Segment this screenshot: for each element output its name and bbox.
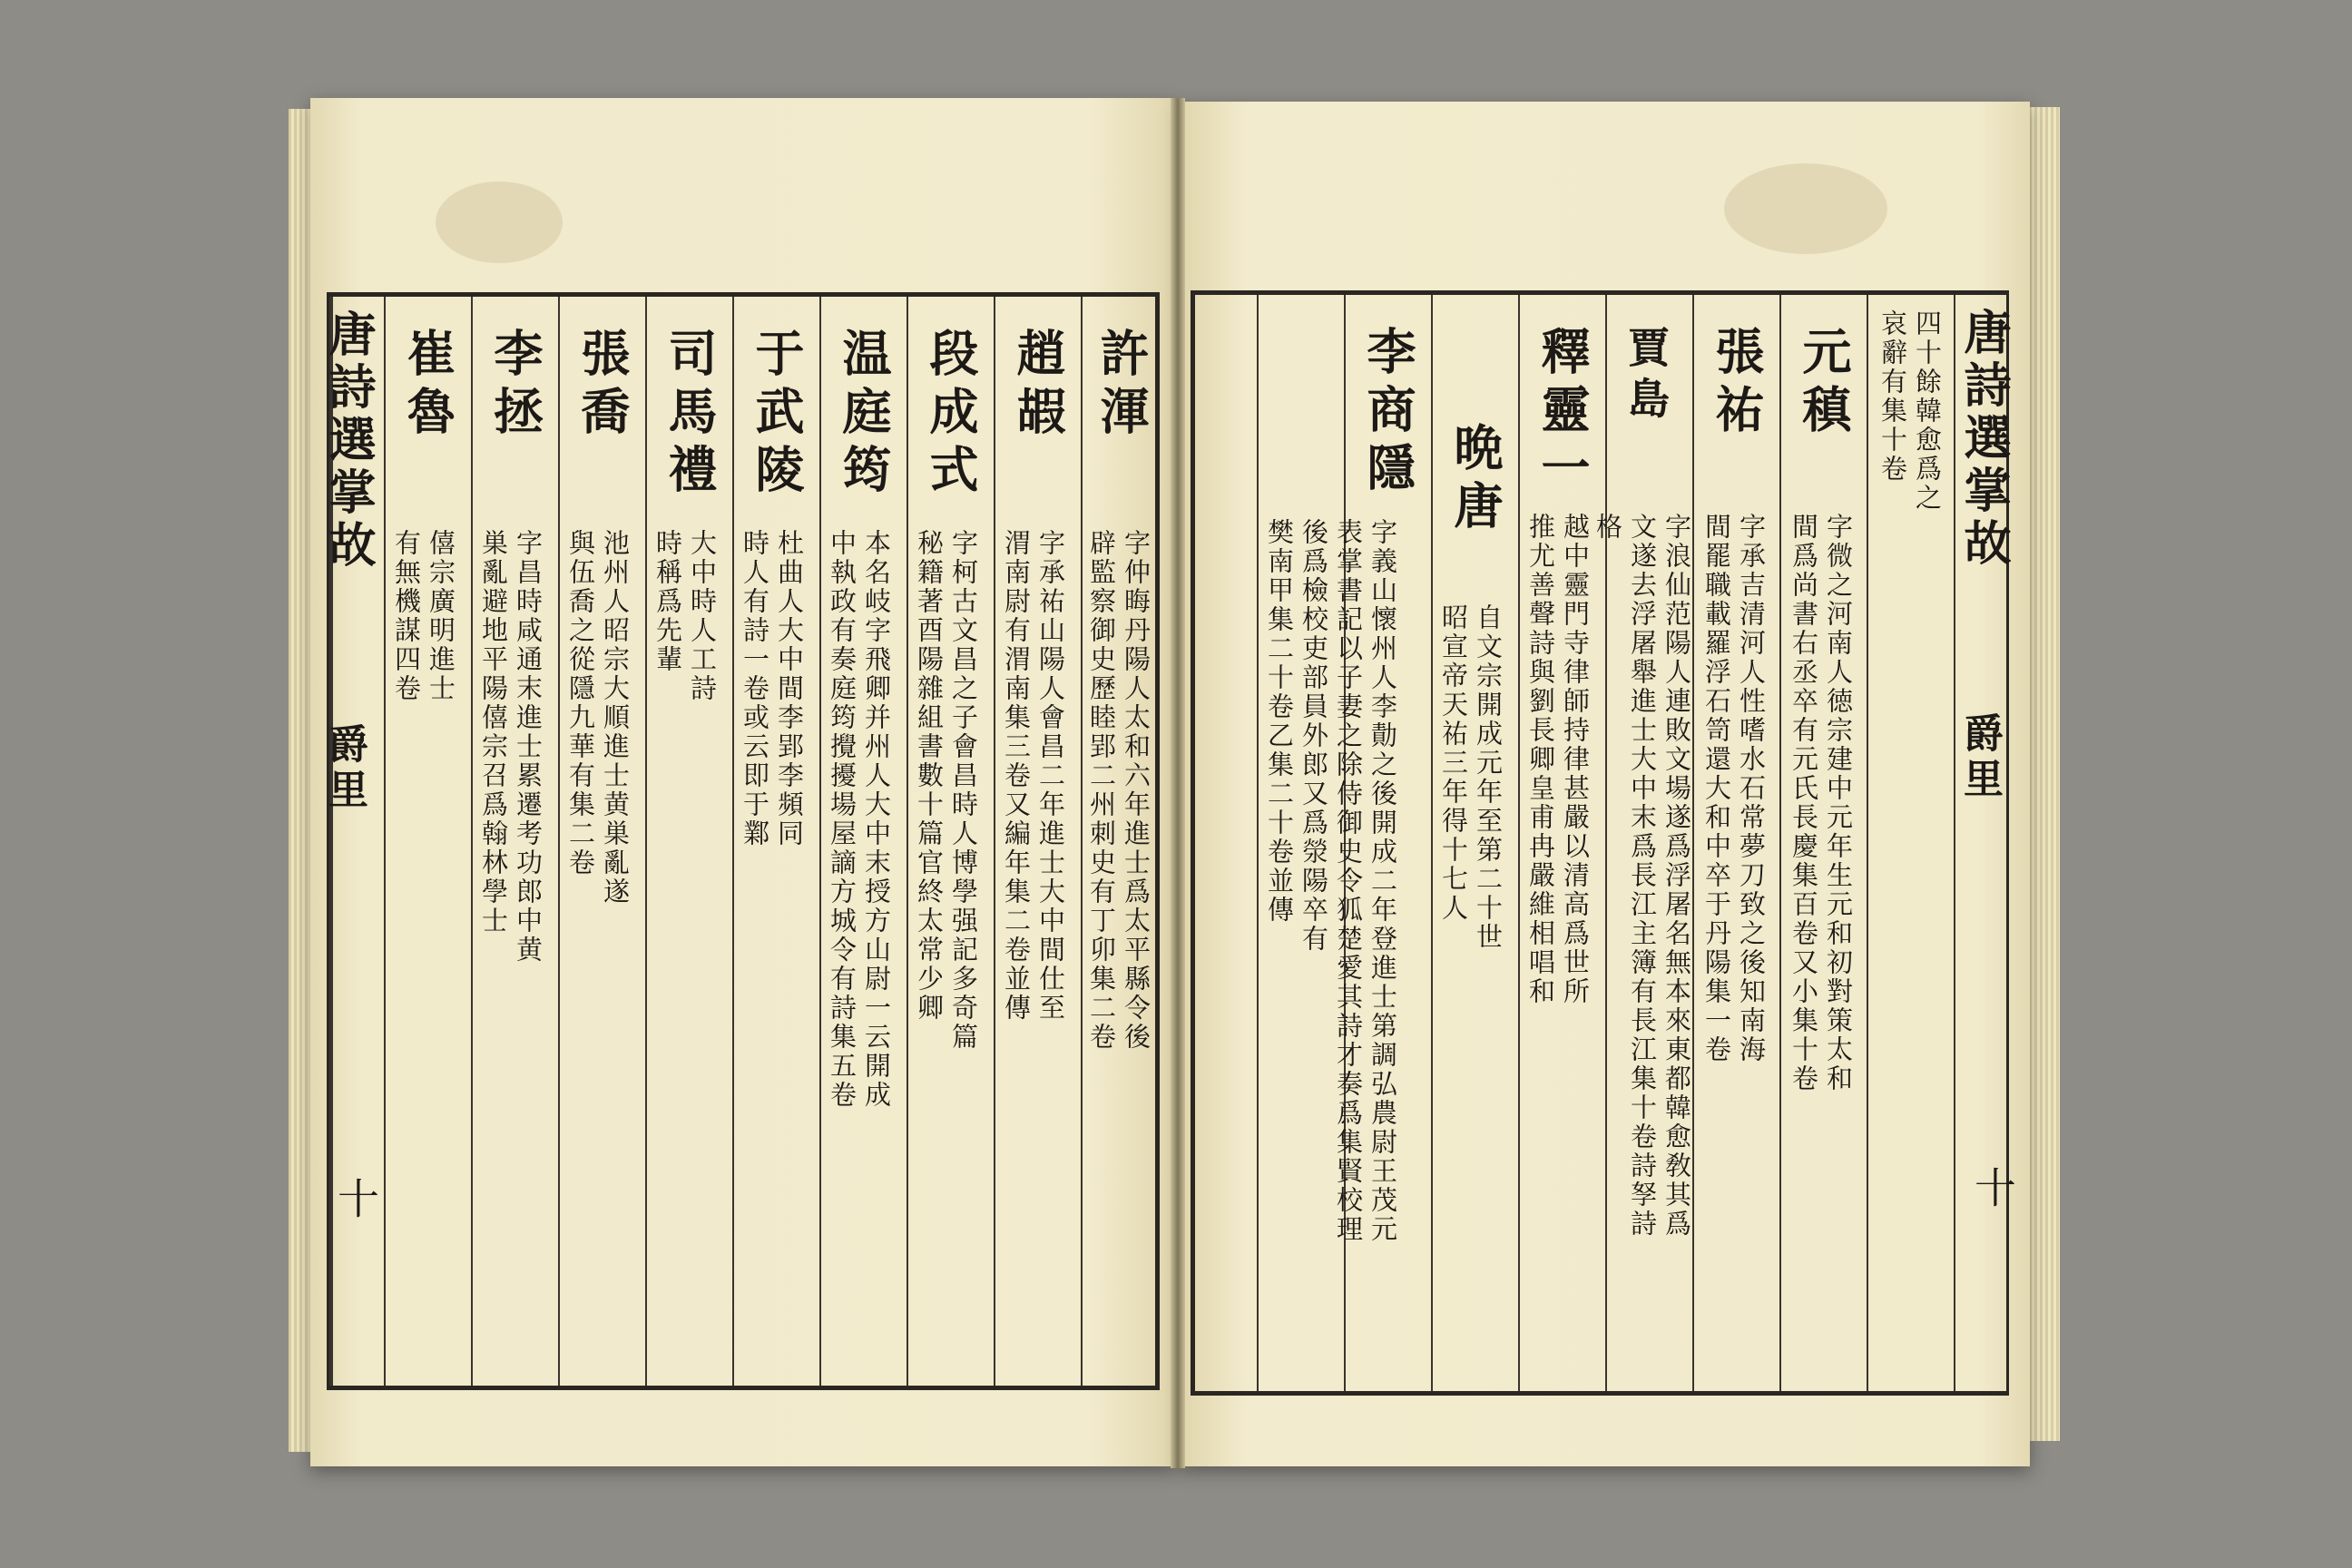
note-line: 四十餘韓愈爲之	[1912, 309, 1943, 513]
note-line: 哀辭有集十卷	[1877, 309, 1908, 484]
column-rule	[645, 297, 647, 1386]
left-text-frame	[320, 292, 1160, 1390]
note-line: 本名岐字飛卿并州人大中末授方山尉一云開成	[861, 529, 892, 1110]
note-line: 大中時人工詩	[687, 529, 718, 703]
entry-notes	[391, 529, 456, 703]
entry-name: 趙嘏	[1009, 328, 1067, 444]
note-line: 間罷職載羅浮石笥還大和中卒于丹陽集一卷	[1701, 513, 1732, 1064]
entry-name: 賈島	[1622, 326, 1671, 427]
note-line: 格	[1592, 513, 1623, 542]
column-rule	[732, 297, 734, 1386]
entry-name: 于武陵	[748, 328, 806, 502]
column-rule	[1692, 295, 1694, 1391]
note-line: 字仲晦丹陽人太和六年進士爲太平縣令後	[1121, 529, 1152, 1052]
note-line: 表掌書記以子妻之除侍御史令狐楚愛其詩才奏爲集賢校理	[1333, 518, 1364, 1244]
page-edges-left	[289, 109, 312, 1452]
note-line: 間爲尚書右丞卒有元氏長慶集百卷又小集十卷	[1788, 513, 1819, 1093]
note-line: 時人有詩一卷或云即于鄴	[740, 529, 770, 848]
note-line: 後爲檢校吏部員外郎又爲滎陽卒有	[1298, 518, 1329, 954]
note-line: 字柯古文昌之子會昌時人博學强記多奇篇	[948, 529, 979, 1052]
right-banxin-section: 爵里	[1956, 712, 2003, 803]
entry-notes	[478, 529, 544, 965]
book-gutter	[1171, 98, 1185, 1468]
note-line: 有無機謀四卷	[391, 529, 422, 703]
note-line: 自文宗開成元年至第二十世	[1473, 603, 1504, 952]
column-rule	[1257, 295, 1259, 1391]
note-line: 越中靈門寺律師持律甚嚴以清高爲世所	[1560, 513, 1591, 1006]
entry-name: 許渾	[1093, 328, 1151, 444]
entry-notes	[914, 529, 979, 1052]
page-edges-right	[2029, 107, 2060, 1441]
note-line: 中執政有奏庭筠攪擾場屋謫方城令有詩集五卷	[827, 529, 858, 1110]
entry-notes	[1086, 529, 1152, 1052]
note-line: 杜曲人大中間李郢李頻同	[774, 529, 805, 848]
paper-stain	[436, 181, 563, 263]
entry-name: 司馬禮	[661, 328, 719, 502]
entry-name: 張祐	[1708, 326, 1766, 442]
note-line: 文遂去浮屠舉進士大中末爲長江主簿有長江集十卷詩孥詩	[1627, 513, 1658, 1239]
column-rule	[471, 297, 473, 1386]
column-rule	[819, 297, 821, 1386]
note-line: 字承吉清河人性嗜水石常夢刀致之後知南海	[1736, 513, 1767, 1064]
entry-notes	[1877, 309, 1943, 513]
entry-notes	[1701, 513, 1767, 1064]
column-rule	[1779, 295, 1781, 1391]
entry-notes	[565, 529, 631, 906]
entry-name: 李拯	[486, 328, 544, 444]
note-line: 樊南甲集二十卷乙集二十卷並傳	[1264, 518, 1295, 925]
entry-notes	[1525, 513, 1591, 1006]
entry-name: 段成式	[922, 328, 980, 502]
note-line: 昭宣帝天祐三年得十七人	[1438, 603, 1469, 923]
column-rule	[1431, 295, 1433, 1391]
note-line: 字義山懷州人李勣之後開成二年登進士第調弘農尉王茂元	[1367, 518, 1398, 1244]
note-line: 與伍喬之從隱九華有集二卷	[565, 529, 596, 877]
entry-notes	[740, 529, 805, 848]
entry-notes	[1788, 513, 1854, 1093]
note-line: 辟監察御史歷睦郢二州刺史有丁卯集二卷	[1086, 529, 1117, 1052]
entry-name: 釋靈一	[1534, 326, 1592, 500]
entry-name: 元稹	[1795, 326, 1853, 442]
column-rule	[1867, 295, 1868, 1391]
note-line: 字微之河南人徳宗建中元年生元和初對策太和	[1823, 513, 1854, 1093]
entry-name: 温庭筠	[835, 328, 893, 502]
entry-notes	[1264, 518, 1398, 1244]
entry-notes	[1592, 513, 1692, 1239]
paper-stain	[1724, 163, 1887, 254]
note-line: 字昌時咸通末進士累遷考功郎中黄	[513, 529, 544, 965]
entry-notes	[1001, 529, 1066, 1023]
note-line: 字承祐山陽人會昌二年進士大中間仕至	[1035, 529, 1066, 1023]
entry-notes	[827, 529, 892, 1110]
left-banxin-title: 唐詩選掌故	[320, 309, 376, 573]
entry-name: 張喬	[573, 328, 632, 444]
left-page-number: 十	[331, 1177, 380, 1219]
right-page-number: 十	[1968, 1166, 2017, 1208]
right-banxin-title: 唐詩選掌故	[1955, 308, 2011, 571]
column-rule	[558, 297, 560, 1386]
column-rule	[1518, 295, 1520, 1391]
note-line: 巣亂避地平陽僖宗召爲翰林學士	[478, 529, 509, 936]
entry-name: 崔魯	[399, 328, 457, 444]
section-heading: 晩唐	[1446, 422, 1504, 538]
note-line: 時稱爲先輩	[652, 529, 683, 674]
note-line: 渭南尉有渭南集三卷又編年集二卷並傳	[1001, 529, 1032, 1023]
entry-notes	[1438, 603, 1504, 952]
note-line: 池州人昭宗大順進士黄巣亂遂	[600, 529, 631, 906]
note-line: 推尤善聲詩與劉長卿皇甫冉嚴維相唱和	[1525, 513, 1556, 1006]
entry-notes	[652, 529, 718, 703]
column-rule	[994, 297, 995, 1386]
column-rule	[906, 297, 908, 1386]
entry-name: 李商隱	[1359, 326, 1417, 500]
left-banxin-section: 爵里	[321, 723, 368, 814]
column-rule	[1081, 297, 1083, 1386]
right-text-frame	[1191, 290, 2017, 1396]
note-line: 秘籍著酉陽雜組書數十篇官終太常少卿	[914, 529, 945, 1023]
note-line: 字浪仙范陽人連敗文場遂爲浮屠名無本來東都韓愈敎其爲	[1661, 513, 1692, 1239]
column-rule	[384, 297, 386, 1386]
note-line: 僖宗廣明進士	[426, 529, 456, 703]
